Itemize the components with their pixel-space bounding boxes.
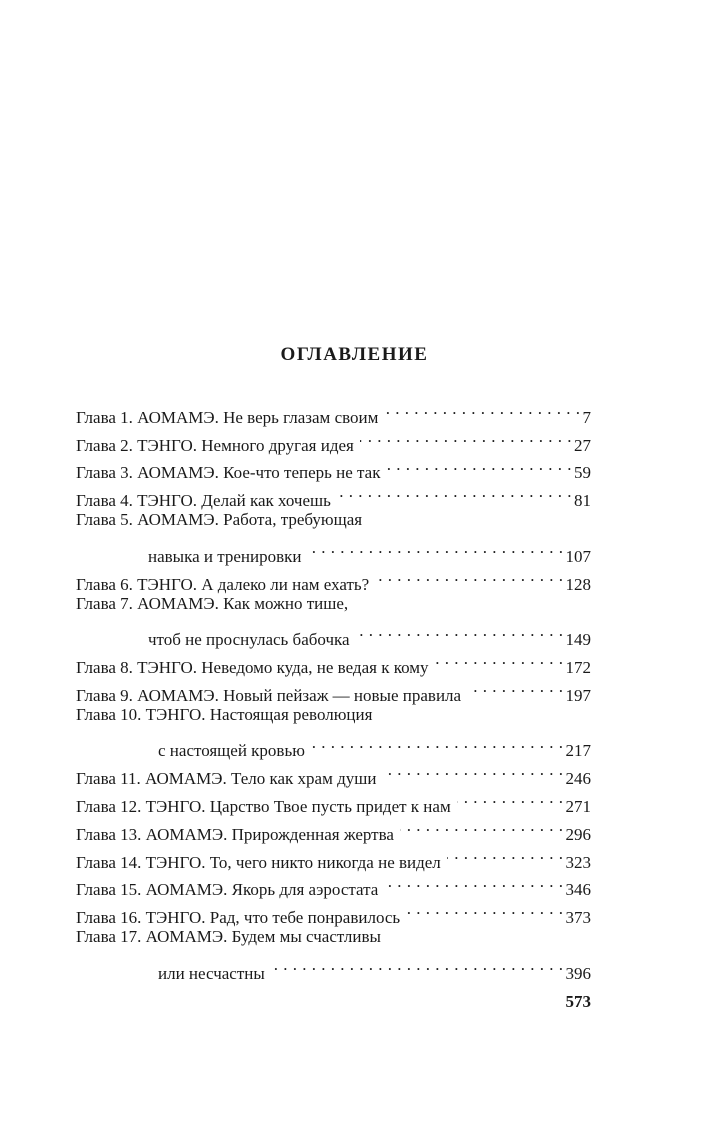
toc-entry-page: 246 <box>565 769 591 789</box>
toc-entry-title: или несчастны <box>158 963 265 983</box>
toc-entry-page: 217 <box>565 741 591 761</box>
toc-entry-page: 59 <box>574 463 591 483</box>
toc-entry-title: Глава 6. ТЭНГО. А далеко ли нам ехать? <box>76 574 370 594</box>
table-of-contents <box>76 395 591 983</box>
toc-leader-dots <box>384 395 580 423</box>
toc-entry-title: Глава 5. АОМАМЭ. Работа, требующая <box>76 510 363 530</box>
toc-entry-title: Глава 14. ТЭНГО. То, чего никто никогда не видел <box>76 852 441 872</box>
toc-leader-dots <box>360 423 572 451</box>
toc-entry-title: Глава 16. ТЭНГО. Рад, что тебе понравилось <box>76 908 401 928</box>
toc-leader-dots <box>435 645 564 673</box>
toc-entry-line <box>76 701 591 729</box>
toc-entry-line <box>76 590 591 618</box>
toc-leader-dots <box>447 840 564 868</box>
toc-entry-page: 81 <box>574 491 591 511</box>
toc-leader-dots <box>271 951 564 979</box>
toc-entry-page: 197 <box>565 685 591 705</box>
toc-leader-dots <box>406 895 563 923</box>
toc-entry-page: 346 <box>565 880 591 900</box>
toc-entry-title: чтоб не проснулась бабочка <box>148 630 350 650</box>
toc-entry-page: 27 <box>574 435 591 455</box>
toc-leader-dots <box>375 562 563 590</box>
toc-leader-dots <box>311 729 564 757</box>
toc-entry-title: Глава 13. АОМАМЭ. Прирожденная жертва <box>76 824 394 844</box>
toc-entry-page: 107 <box>565 546 591 566</box>
toc-entry-line <box>76 506 591 534</box>
toc-leader-dots <box>384 868 563 896</box>
toc-entry-title: Глава 17. АОМАМЭ. Будем мы счастливы <box>76 927 381 947</box>
toc-entry-page: 296 <box>565 824 591 844</box>
toc-leader-dots <box>400 812 564 840</box>
toc-entry-page: 7 <box>582 407 591 427</box>
toc-heading: ОГЛАВЛЕНИЕ <box>280 344 429 365</box>
toc-entry-title: Глава 7. АОМАМЭ. Как можно тише, <box>76 593 349 613</box>
page-number: 573 <box>565 992 591 1011</box>
toc-leader-dots <box>467 673 563 701</box>
toc-entry-line <box>76 534 591 566</box>
toc-entry-title: Глава 10. ТЭНГО. Настоящая революция <box>76 704 373 724</box>
toc-entry-title: Глава 9. АОМАМЭ. Новый пейзаж — новые правила <box>76 685 462 705</box>
toc-entry-title: Глава 11. АОМАМЭ. Тело как храм души <box>76 769 377 789</box>
toc-entry-page: 396 <box>565 963 591 983</box>
toc-leader-dots <box>308 534 564 562</box>
toc-entry-line <box>76 951 591 983</box>
toc-entry-title: Глава 12. ТЭНГО. Царство Твое пусть придет к нам <box>76 796 451 816</box>
toc-entry-page: 373 <box>565 908 591 928</box>
toc-entry-title: Глава 2. ТЭНГО. Немного другая идея <box>76 435 354 455</box>
toc-entry-title: с настоящей кровью <box>158 741 305 761</box>
toc-entry-line <box>76 395 591 427</box>
toc-entry-line <box>76 923 591 951</box>
toc-leader-dots <box>457 784 564 812</box>
toc-entry-title: Глава 3. АОМАМЭ. Кое-что теперь не так <box>76 463 381 483</box>
toc-entry-page: 271 <box>565 796 591 816</box>
toc-entry-page: 323 <box>565 852 591 872</box>
toc-leader-dots <box>337 478 572 506</box>
toc-entry-title: Глава 1. АОМАМЭ. Не верь глазам своим <box>76 407 379 427</box>
toc-entry-page: 172 <box>565 657 591 677</box>
toc-entry-title: Глава 8. ТЭНГО. Неведомо куда, не ведая к кому <box>76 657 429 677</box>
toc-entry-title: Глава 15. АОМАМЭ. Якорь для аэростата <box>76 880 379 900</box>
toc-entry-line <box>76 617 591 650</box>
toc-entry-page: 128 <box>565 574 591 594</box>
toc-entry-page: 149 <box>565 630 591 650</box>
toc-leader-dots <box>386 451 572 479</box>
toc-leader-dots <box>356 617 564 645</box>
toc-entry-title: Глава 4. ТЭНГО. Делай как хочешь <box>76 491 331 511</box>
toc-entry-title: навыка и тренировки <box>148 546 302 566</box>
toc-leader-dots <box>382 756 563 784</box>
toc-entry-line <box>76 729 591 761</box>
